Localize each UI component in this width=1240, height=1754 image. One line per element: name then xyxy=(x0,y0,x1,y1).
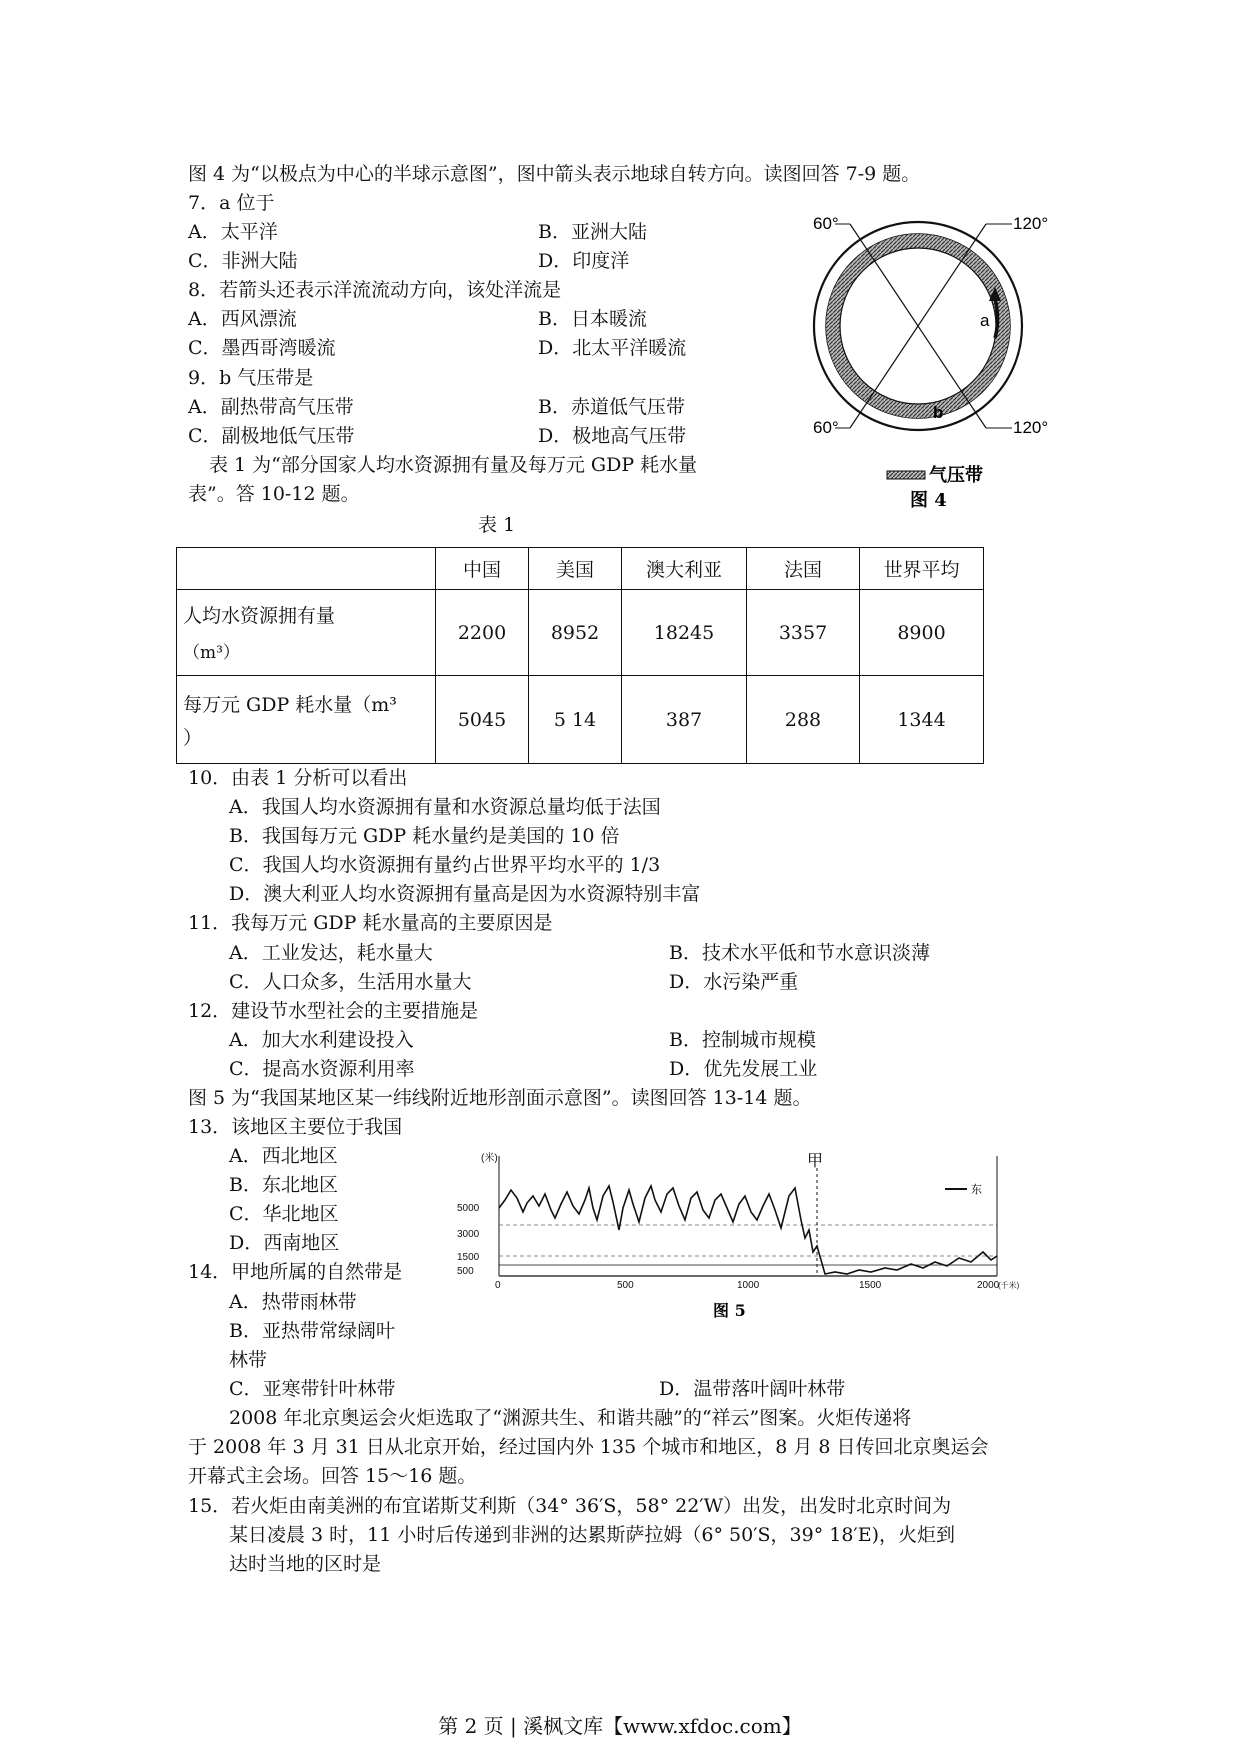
q13-option-d: D．西南地区 xyxy=(229,1232,340,1254)
q14-stem: 14．甲地所属的自然带是 xyxy=(188,1261,403,1283)
row-label xyxy=(177,676,436,764)
intro-torch-line3: 开幕式主会场。回答 15～16 题。 xyxy=(188,1465,477,1487)
fig5-y-tick: 1500 xyxy=(457,1252,480,1263)
terrain-profile-line xyxy=(499,1186,997,1274)
q10-option-c: C．我国人均水资源拥有量约占世界平均水平的 1/3 xyxy=(229,854,661,876)
q13-option-b: B．东北地区 xyxy=(229,1174,338,1196)
q11-option-b: B．技术水平低和节水意识淡薄 xyxy=(669,942,930,964)
q7-option-a: A．太平洋 xyxy=(188,221,278,243)
fig5-caption: 图 5 xyxy=(713,1301,746,1320)
table-header-cell: 中国 xyxy=(436,548,529,590)
fig5-x-unit: (千米) xyxy=(998,1281,1020,1290)
intro-torch-line1: 2008 年北京奥运会火炬选取了“渊源共生、和谐共融”的“祥云”图案。火炬传递将 xyxy=(229,1407,912,1429)
q8-option-b: B．日本暖流 xyxy=(538,308,647,330)
table-row xyxy=(177,590,984,676)
q12-option-d: D．优先发展工业 xyxy=(669,1058,818,1080)
row-label xyxy=(177,590,436,676)
fig5-x-tick: 2000 xyxy=(977,1280,1000,1291)
q15-line2: 某日凌晨 3 时，11 小时后传递到非洲的达累斯萨拉姆（6° 50′S，39° 18′E)，火炬到 xyxy=(229,1524,956,1546)
fig5-x-tick: 1000 xyxy=(737,1280,760,1291)
table-header-cell xyxy=(177,548,436,590)
q14-option-b: B．亚热带常绿阔叶 xyxy=(229,1320,395,1342)
q9-stem: 9．b 气压带是 xyxy=(188,367,314,389)
table-header-row xyxy=(177,548,984,590)
q9-option-b: B．赤道低气压带 xyxy=(538,396,685,418)
fig4-label-60-top: 60° xyxy=(813,214,839,233)
q7-option-b: B．亚洲大陆 xyxy=(538,221,647,243)
page-footer: 第 2 页 | 溪枫文库【www.xfdoc.com】 xyxy=(438,1714,802,1738)
table-cell: 2200 xyxy=(436,590,529,676)
q14-option-a: A．热带雨林带 xyxy=(229,1291,357,1313)
fig5-y-tick: 3000 xyxy=(457,1229,480,1240)
intro-table-line1: 表 1 为“部分国家人均水资源拥有量及每万元 GDP 耗水量 xyxy=(209,454,698,476)
q8-option-a: A．西风漂流 xyxy=(188,308,297,330)
table-1 xyxy=(176,547,984,764)
q12-stem: 12．建设节水型社会的主要措施是 xyxy=(188,1000,479,1022)
fig4-label-60-bottom: 60° xyxy=(813,418,839,437)
q8-stem: 8．若箭头还表示洋流流动方向，该处洋流是 xyxy=(188,279,562,301)
q8-option-c: C．墨西哥湾暖流 xyxy=(188,337,336,359)
q11-option-d: D．水污染严重 xyxy=(669,971,799,993)
fig5-y-unit: (米) xyxy=(481,1153,498,1164)
table-cell: 288 xyxy=(747,676,860,764)
fig4-label-a: a xyxy=(980,311,990,330)
q11-option-c: C．人口众多，生活用水量大 xyxy=(229,971,472,993)
table-cell: 1344 xyxy=(860,676,984,764)
intro-fig4: 图 4 为“以极点为中心的半球示意图”，图中箭头表示地球自转方向。读图回答 7-9 题。 xyxy=(188,163,921,185)
table-cell: 18245 xyxy=(622,590,747,676)
fig5-x-tick: 500 xyxy=(617,1280,634,1291)
q8-option-d: D．北太平洋暖流 xyxy=(538,337,687,359)
table-cell: 3357 xyxy=(747,590,860,676)
q12-option-b: B．控制城市规模 xyxy=(669,1029,816,1051)
q7-option-d: D．印度洋 xyxy=(538,250,630,272)
table-header-cell: 法国 xyxy=(747,548,860,590)
intro-fig5: 图 5 为“我国某地区某一纬线附近地形剖面示意图”。读图回答 13-14 题。 xyxy=(188,1087,812,1109)
q15-line3: 达时当地的区时是 xyxy=(229,1553,382,1575)
table-row xyxy=(177,676,984,764)
q14-option-c: C．亚寒带针叶林带 xyxy=(229,1378,396,1400)
fig5-jia-label: 甲 xyxy=(807,1151,824,1170)
table-cell: 5045 xyxy=(436,676,529,764)
table-header-cell: 美国 xyxy=(529,548,622,590)
q15-line1: 15．若火炬由南美洲的布宜诺斯艾利斯（34° 36′S，58° 22′W）出发，出发时北京时间为 xyxy=(188,1495,952,1517)
row-label-line: 人均水资源拥有量 xyxy=(183,604,336,627)
q7-option-c: C．非洲大陆 xyxy=(188,250,298,272)
table-cell: 8900 xyxy=(860,590,984,676)
q9-option-c: C．副极地低气压带 xyxy=(188,425,355,447)
q9-option-a: A．副热带高气压带 xyxy=(188,396,354,418)
table-cell: 387 xyxy=(622,676,747,764)
row-label-line: ） xyxy=(183,726,203,749)
q10-option-b: B．我国每万元 GDP 耗水量约是美国的 10 倍 xyxy=(229,825,620,847)
table-header-cell: 世界平均 xyxy=(860,548,984,590)
q9-option-d: D．极地高气压带 xyxy=(538,425,687,447)
intro-torch-line2: 于 2008 年 3 月 31 日从北京开始，经过国内外 135 个城市和地区，8 月 8 日传回北京奥运会 xyxy=(188,1436,989,1458)
fig5-y-tick: 500 xyxy=(457,1266,474,1277)
q14-option-d: D．温带落叶阔叶林带 xyxy=(659,1378,846,1400)
q7-stem: 7．a 位于 xyxy=(188,192,275,214)
row-label-line: 每万元 GDP 耗水量（m³ xyxy=(183,693,397,716)
q13-option-c: C．华北地区 xyxy=(229,1203,339,1225)
q14-option-b-cont: 林带 xyxy=(229,1349,268,1371)
fig4-label-120-bottom: 120° xyxy=(1013,418,1049,437)
q13-stem: 13．该地区主要位于我国 xyxy=(188,1116,403,1138)
table-cell: 8952 xyxy=(529,590,622,676)
table-header-cell: 澳大利亚 xyxy=(622,548,747,590)
q13-option-a: A．西北地区 xyxy=(229,1145,338,1167)
fig4-legend: 气压带 xyxy=(929,465,983,486)
q12-option-a: A．加大水利建设投入 xyxy=(229,1029,414,1051)
table-cell: 5 14 xyxy=(529,676,622,764)
fig5-east-label: 东 xyxy=(971,1183,982,1196)
q10-stem: 10．由表 1 分析可以看出 xyxy=(188,767,408,789)
figure-5-terrain-profile xyxy=(455,1148,1020,1328)
q10-option-a: A．我国人均水资源拥有量和水资源总量均低于法国 xyxy=(229,796,661,818)
legend-swatch xyxy=(887,471,925,479)
fig4-label-120-top: 120° xyxy=(1013,214,1049,233)
fig4-caption: 图 4 xyxy=(910,490,947,511)
fig5-y-tick: 5000 xyxy=(457,1203,480,1214)
q12-option-c: C．提高水资源利用率 xyxy=(229,1058,415,1080)
fig5-x-tick: 1500 xyxy=(859,1280,882,1291)
figure-4-hemisphere xyxy=(805,205,1055,510)
fig5-x-tick: 0 xyxy=(495,1280,501,1291)
row-label-line: （m³） xyxy=(183,642,240,663)
table1-title: 表 1 xyxy=(478,514,516,536)
q11-stem: 11．我每万元 GDP 耗水量高的主要原因是 xyxy=(188,912,553,934)
q10-option-d: D．澳大利亚人均水资源拥有量高是因为水资源特别丰富 xyxy=(229,883,701,905)
fig4-label-b: b xyxy=(933,403,944,422)
q11-option-a: A．工业发达，耗水量大 xyxy=(229,942,433,964)
intro-table-line2: 表”。答 10-12 题。 xyxy=(188,483,360,505)
